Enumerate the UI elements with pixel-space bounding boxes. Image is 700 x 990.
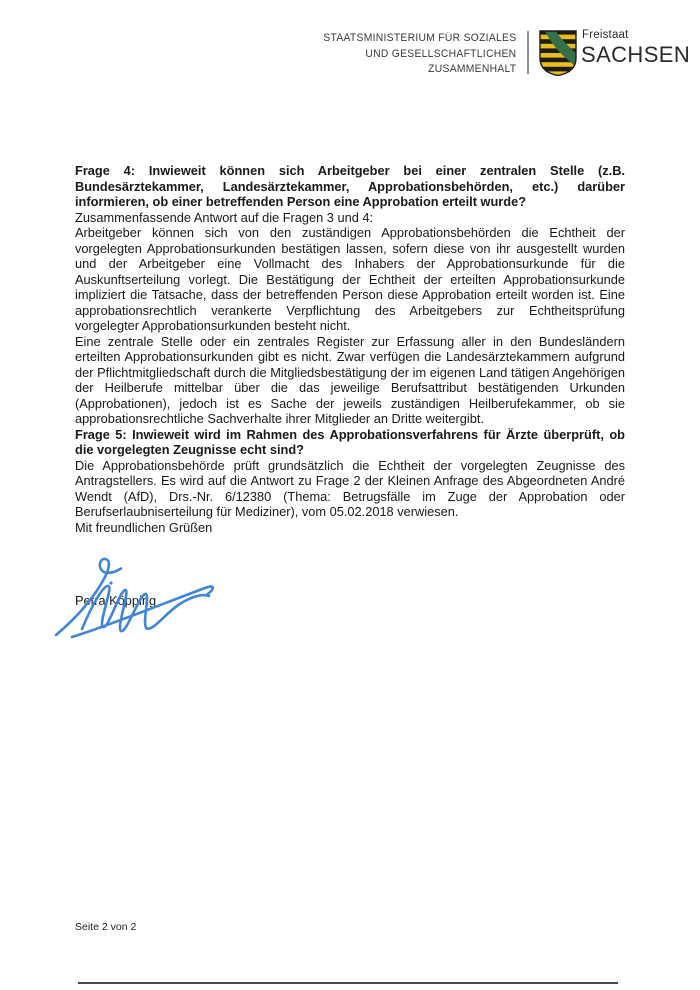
letter-body <box>75 163 625 653</box>
answer-paragraph-3: Die Approbationsbehörde prüft grundsätzlich die Echtheit der vorgelegten Zeugnisse des Antragstellers. Es wird auf die Antwort zu Frage 2 der Kleinen Anfrage des Abgeordneten André Wendt (AfD), Drs.-Nr. 6/12380 (Thema: Betrugsfälle im Zuge der Approbation oder Berufserlaubniserteilung für Mediziner), vom 05.02.2018 verwiesen. <box>75 457 625 519</box>
question-5: Frage 5: Inwieweit wird im Rahmen des Approbationsverfahrens für Ärzte überprüft, ob die vorgelegten Zeugnisse echt sind? <box>75 426 625 457</box>
answer-paragraph-2: Eine zentrale Stelle oder ein zentrales Register zur Erfassung aller in den Bundesländern erteilten Approbationsurkunden gibt es nicht. Zwar verfügen die Landesärztekammern aufgrund der Pflichtmitgliedschaft durch die Mitgliedsbestätigung der im eigenen Land tätigen Angehörigen der Heilberufe mittelbar über die das jeweilige Berufsattribut bestätigenden Urkunden (Approbationen), jedoch ist es Sache der jeweils zuständigen Heilberufekammer, ob sie approbationsrechtliche Sachverhalte ihrer Mitglieder an Dritte weitergibt. <box>75 333 625 426</box>
state-brand <box>581 30 690 66</box>
closing-salutation: Mit freundlichen Grüßen <box>75 519 213 535</box>
ministry-name-line-1: STAATSMINISTERIUM FÜR SOZIALES <box>322 32 516 44</box>
page-bottom-scan-edge <box>78 982 618 984</box>
signature-block <box>75 535 625 653</box>
handwritten-signature-icon <box>53 547 231 641</box>
freistaat-label: Freistaat <box>582 29 629 41</box>
answer-paragraph-1: Arbeitgeber können sich von den zuständigen Approbationsbehörden die Echtheit der vorgelegten Approbationsurkunden bestätigen lassen, sofern diese von ihr ausgestellt wurden und der Arbeitgeber eine Vollmacht des Inhabers der Approbationsurkunde für die Auskunftserteilung vorlegt. Die Bestätigung der Echtheit der erteilten Approbationsurkunde impliziert die Tatsache, dass der betreffenden Person diese Approbation erteilt worden ist. Eine approbationsrechtlich verankerte Verpflichtung des Arbeitgebers zur Echtheitsprüfung vorgelegter Approbationsurkunden besteht nicht. <box>75 225 625 333</box>
sachsen-wordmark: SACHSEN <box>581 41 691 67</box>
summary-intro: Zusammenfassende Antwort auf die Fragen 3 und 4: <box>75 209 374 225</box>
saxony-coat-of-arms-icon <box>539 30 577 76</box>
ministry-name-line-3: ZUSAMMENHALT <box>427 63 516 75</box>
letterhead <box>0 0 700 110</box>
header-divider <box>527 31 529 74</box>
signer-name: Petra Köpping <box>75 593 157 608</box>
ministry-name <box>323 31 516 78</box>
ministry-name-line-2: UND GESELLSCHAFTLICHEN <box>364 47 516 60</box>
question-4: Frage 4: Inwieweit können sich Arbeitgeber bei einer zentralen Stelle (z.B. Bundesärztekammer, Landesärztekammer, Approbationsbehörden, etc.) darüber informieren, ob einer betreffenden Person eine Approbation erteilt wurde? <box>75 163 625 209</box>
page-indicator: Seite 2 von 2 <box>75 921 137 933</box>
